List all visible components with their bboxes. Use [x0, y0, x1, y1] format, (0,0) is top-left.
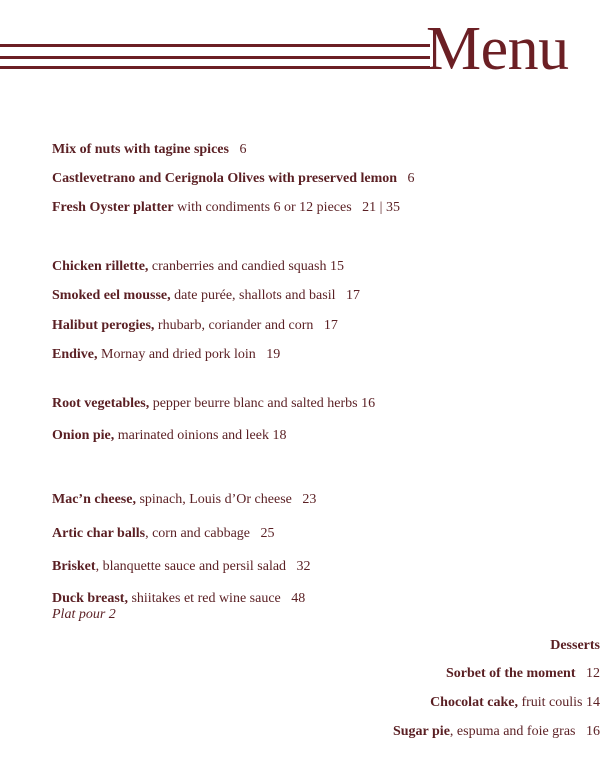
item-name: Chocolat cake,	[430, 695, 518, 710]
item-price: 23	[302, 492, 317, 507]
item-name: Chicken rillette,	[52, 259, 149, 274]
item-desc: Mornay and dried pork loin	[97, 347, 256, 362]
item-name: Onion pie,	[52, 428, 115, 443]
item-price: 6	[407, 171, 415, 186]
item-desc: shiitakes et red wine sauce	[127, 591, 281, 606]
item-name: Brisket	[52, 559, 96, 574]
menu-item	[52, 170, 415, 188]
item-name: Mix of nuts with tagine spices	[52, 142, 229, 157]
item-name: Endive,	[52, 347, 98, 362]
menu-item	[52, 525, 275, 543]
menu-item	[52, 258, 344, 276]
item-name: Mac’n cheese,	[52, 492, 136, 507]
item-desc: pepper beurre blanc and salted herbs	[149, 396, 358, 411]
menu-item	[52, 287, 360, 305]
menu-title: Menu	[426, 15, 569, 83]
item-desc: with condiments 6 or 12 pieces	[173, 200, 352, 215]
menu-item	[52, 199, 400, 217]
menu-header	[0, 0, 616, 100]
item-price: 19	[266, 347, 281, 362]
item-price: 6	[239, 142, 247, 157]
menu-item	[430, 694, 600, 712]
item-price: 18	[272, 428, 287, 443]
desserts-heading: Desserts	[550, 638, 600, 653]
item-price: 14	[586, 695, 600, 710]
item-price: 48	[291, 591, 306, 606]
menu-item	[52, 427, 286, 445]
item-name: Fresh Oyster platter	[52, 200, 174, 215]
header-rule-middle	[0, 56, 430, 59]
item-desc: , blanquette sauce and persil salad	[95, 559, 287, 574]
menu-item	[52, 141, 246, 159]
item-price: 32	[296, 559, 311, 574]
item-name: Root vegetables,	[52, 396, 150, 411]
item-price: 17	[323, 318, 338, 333]
item-name: Smoked eel mousse,	[52, 288, 171, 303]
menu-item	[52, 558, 311, 576]
item-name: Sugar pie	[392, 724, 450, 739]
menu-item	[52, 395, 375, 413]
item-desc: , espuma and foie gras	[449, 724, 576, 739]
item-name: Duck breast,	[52, 591, 128, 606]
menu-item	[52, 346, 280, 364]
item-desc: marinated oinions and leek	[114, 428, 269, 443]
item-name: Sorbet of the moment	[446, 666, 576, 681]
item-name: Castlevetrano and Cerignola Olives with preserved lemon	[52, 171, 398, 186]
item-desc: cranberries and candied squash	[148, 259, 327, 274]
item-desc: spinach, Louis d’Or cheese	[135, 492, 292, 507]
item-price: 16	[361, 396, 376, 411]
item-price: 25	[260, 526, 275, 541]
menu-item	[393, 723, 600, 741]
item-price: 17	[345, 288, 360, 303]
item-price: 12	[586, 666, 600, 681]
item-desc: rhubarb, coriander and corn	[154, 318, 314, 333]
item-name: Halibut perogies,	[52, 318, 155, 333]
header-rule-top	[0, 44, 430, 47]
menu-item	[52, 317, 338, 335]
header-rule-bottom	[0, 66, 430, 69]
menu-item	[52, 491, 316, 509]
item-price: 15	[329, 259, 344, 274]
item-desc: , corn and cabbage	[145, 526, 251, 541]
item-name: Artic char balls	[52, 526, 146, 541]
item-price: 16	[586, 724, 600, 739]
item-desc: date purée, shallots and basil	[170, 288, 336, 303]
item-desc: fruit coulis	[517, 695, 583, 710]
menu-item	[446, 665, 600, 683]
item-note: Plat pour 2	[52, 607, 116, 622]
item-price: 21 | 35	[362, 200, 400, 215]
